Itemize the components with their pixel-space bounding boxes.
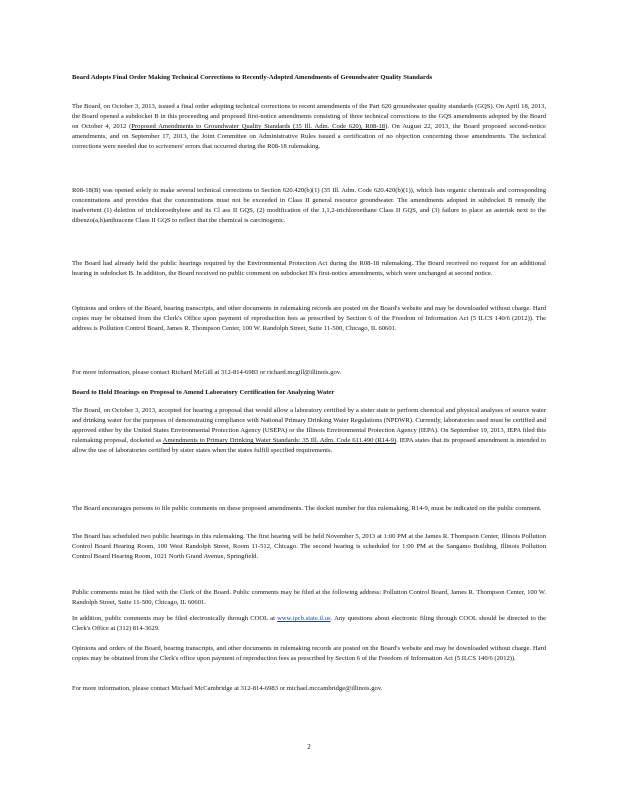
paragraph-opinions-lab: Opinions and orders of the Board, hearing transcripts, and other documents in rulemaking records are posted on the Board's website and may be downloaded without charge. Hard copies may be obtained from the Clerk's office upon payment of reproduction fees as prescribed by Section 6 of the Freedom of Information Act (5 ILCS 140/6 (2012)). [72,645,546,662]
text: ). On August 22, 2013, the Board proposed second-notice amendments, and on September 17, 2013, the Joint Committee on Administrative Rules issued a certification of no objection concerning those amendments. The technical corrections were needed due to scriveners' errors that occurred during the R08-18 rulemaking. [72,123,546,150]
article-heading-lab-cert: Board to Hold Hearings on Proposal to Amend Laboratory Certification for Analyzing Water [72,389,335,396]
cool-website-link[interactable]: www.ipcb.state.il.us [277,615,331,622]
docket-title-r14-9: Amendments to Primary Drinking Water Standards: 35 Ill. Adm. Code 611.490 (R14-9) [162,437,397,444]
paragraph-filing-address: Public comments must be filed with the Clerk of the Board. Public comments may be filed at the following address: Pollution Control Board, James R. Thompson Center, 100 W. Randolph Street, Suite 11-500, Chicago, IL 60601. [72,589,546,606]
paragraph-gqs-order [72,102,546,152]
paragraph-r08-18b: R08-18(B) was opened solely to make several technical corrections to Section 620.420(b)(1) (35 Ill. Adm. Code 620.420(b)(1)), which lists organic chemicals and corresponding concentrations and provides that the concentrations must not be exceeded in Class II general resource groundwater. The amendments adopted in subdocket B remedy the inadvertent (1) deletion of trichloroethylene and its Cl ass II GQS, (2) modification of the 1,1,2-trichloroethane Class II GQS, and (3) failure to place an asterisk next to the dibenzo(a,h)anthracene Class II GQS to reflect that the chemical is carcinogenic. [72,187,546,224]
docket-title-r08-18: Proposed Amendments to Groundwater Quality Standards (35 Ill. Adm. Code 620), R08-18 [131,123,386,130]
text: The Board, on October 3, 2013, issued a final order adopting technical corrections to recent amendments of the Part 620 groundwater quality standards (GQS). On April 18, 2013, the Board opened a subdocket B in this proceeding and proposed first-notice amendments consisting of three technical corrections to the GQS amendments adopted by the Board on October 4, 2012 ( [72,103,546,130]
article-heading-gqs: Board Adopts Final Order Making Technical Corrections to Recently-Adopted Amendments of Groundwater Quality Standards [72,74,433,81]
paragraph-opinions-gqs: Opinions and orders of the Board, hearing transcripts, and other documents in rulemaking records are posted on the Board's website and may be downloaded without charge. Hard copies may be obtained from the Clerk's Office upon payment of reproduction fees as prescribed by Section 6 of the Freedom of Information Act (5 ILCS 140/6 (2012)). The address is Pollution Control Board, James R. Thompson Center, 100 W. Randolph Street, Suite 11-500, Chicago, IL 60601. [72,305,546,332]
paragraph-lab-proposal [72,406,546,456]
text: . IEPA states that its proposed amendment is intended to allow the use of laboratories certified by sister states when the states fulfill specified requirements. [72,437,546,454]
paragraph-public-comments: The Board encourages persons to file public comments on these proposed amendments. The docket number for this rulemaking, R14-9, must be indicated on the public comment. [72,505,542,512]
paragraph-hearings-held: The Board had already held the public hearings required by the Environmental Protection Act during the R08-18 rulemaking. The Board received no request for an additional hearing in subdocket B. In addition, the Board received no public comment on subdocket B's first-notice amendments, which were unchanged at second notice. [72,260,546,277]
paragraph-contact-mccambridge: For more information, please contact Michael McCambridge at 312-814-6983 or michael.mccambridge@illinois.gov. [72,685,383,692]
paragraph-electronic-filing [72,614,546,634]
text: . Any questions about electronic filing through COOL should be directed to the Clerk's Office at (312) 814-3629. [72,615,547,632]
paragraph-hearing-schedule: The Board has scheduled two public hearings in this rulemaking. The first hearing will be held November 5, 2013 at 1:00 PM at the James R. Thompson Center, Illinois Pollution Control Board Hearing Room, 100 West Randolph Street, Room 11-512, Chicago. The second hearing is scheduled for 1:00 PM at the Sangamo Building, Illinois Pollution Control Board Hearing Room, 1021 North Grand Avenue, Springfield. [72,533,546,560]
text: The Board, on October 3, 2013, accepted for hearing a proposal that would allow a laboratory certified by a sister state to perform chemical and physical analyses of source water and drinking water for the purposes of demonstrating compliance with National Primary Drinking Water Regulations (NPDWR). Currently, laboratories used must be certified and approved either by the United States Environmental Protection Agency (USEPA) or the Illinois Environmental Protection Agency (IEPA). On September 19, 2013, IEPA filed this rulemaking proposal, docketed as [72,407,546,444]
paragraph-contact-mcgill: For more information, please contact Richard McGill at 312-814-6983 or richard.mcgill@illinois.gov. [72,369,342,376]
page-number: 2 [307,743,311,751]
text: In addition, public comments may be filed electronically through COOL at [72,615,278,622]
